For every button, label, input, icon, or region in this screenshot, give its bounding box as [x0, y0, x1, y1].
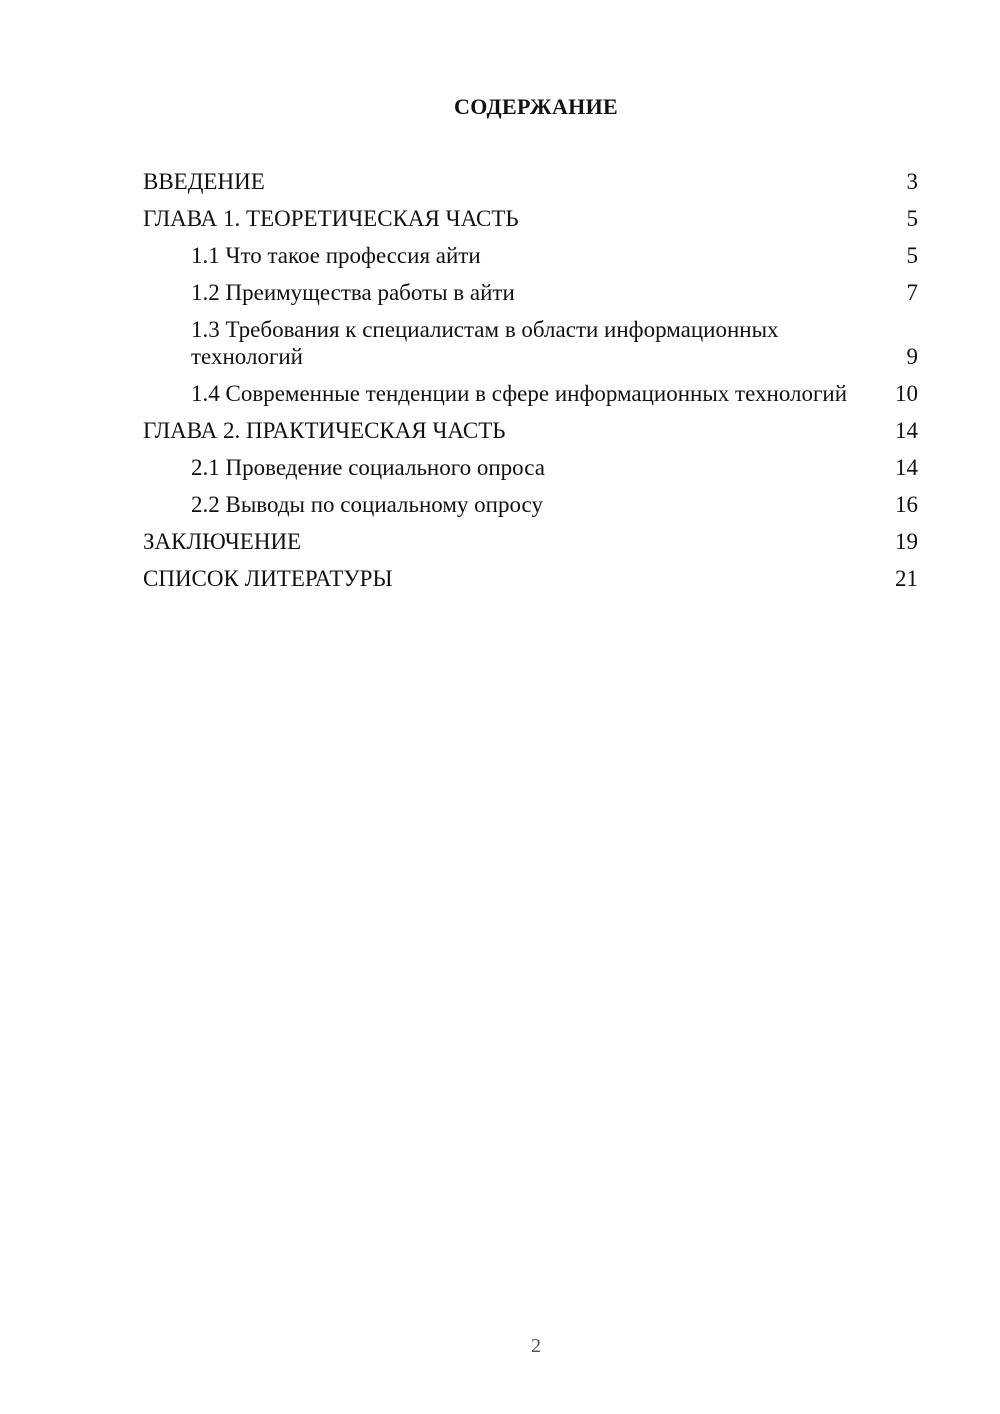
- toc-entry-page: 3: [906, 169, 918, 194]
- toc-entry-chapter-2[interactable]: [143, 417, 918, 444]
- toc-entry-text: 1.2 Преимущества работы в айти: [191, 280, 515, 305]
- toc-entry-text: ГЛАВА 1. ТЕОРЕТИЧЕСКАЯ ЧАСТЬ: [143, 206, 519, 231]
- toc-entry-text: ВВЕДЕНИЕ: [143, 169, 265, 194]
- toc-entry-introduction[interactable]: [143, 168, 918, 195]
- toc-entry-page: 14: [895, 455, 918, 480]
- toc-entry-section-1-3[interactable]: [143, 316, 918, 370]
- toc-entry-conclusion[interactable]: [143, 528, 918, 555]
- toc-entry-page: 19: [895, 529, 918, 554]
- page-title: СОДЕРЖАНИЕ: [454, 94, 618, 119]
- toc-entry-bibliography[interactable]: [143, 565, 918, 592]
- toc-entry-text: 1.1 Что такое профессия айти: [191, 243, 481, 268]
- toc-entry-page: 9: [906, 344, 918, 369]
- toc-entry-page: 14: [895, 418, 918, 443]
- toc-entry-text: 1.4 Современные тенденции в сфере информационных технологий: [191, 381, 848, 406]
- toc-entry-text: СПИСОК ЛИТЕРАТУРЫ: [143, 566, 393, 591]
- toc-entry-page: 7: [906, 280, 918, 305]
- toc-entry-page: 21: [895, 566, 918, 591]
- toc-entry-section-1-4[interactable]: [143, 380, 918, 407]
- toc-entry-page: 5: [906, 243, 918, 268]
- toc-entry-text: 2.1 Проведение социального опроса: [191, 455, 545, 480]
- toc-entry-chapter-1[interactable]: [143, 205, 918, 232]
- toc-entry-text: ГЛАВА 2. ПРАКТИЧЕСКАЯ ЧАСТЬ: [143, 418, 506, 443]
- toc-entry-text: ЗАКЛЮЧЕНИЕ: [143, 529, 302, 554]
- toc-entry-page: 10: [895, 381, 918, 406]
- toc-entry-text: 1.3 Требования к специалистам в области информационных технологий: [191, 317, 779, 369]
- table-of-contents: [143, 168, 918, 592]
- toc-entry-section-2-2[interactable]: [143, 491, 918, 518]
- toc-entry-section-1-2[interactable]: [143, 279, 918, 306]
- toc-entry-page: 5: [906, 206, 918, 231]
- toc-entry-section-1-1[interactable]: [143, 242, 918, 269]
- toc-entry-text: 2.2 Выводы по социальному опросу: [191, 492, 543, 517]
- toc-entry-page: 16: [895, 492, 918, 517]
- toc-entry-section-2-1[interactable]: [143, 454, 918, 481]
- page-number: 2: [531, 1335, 541, 1357]
